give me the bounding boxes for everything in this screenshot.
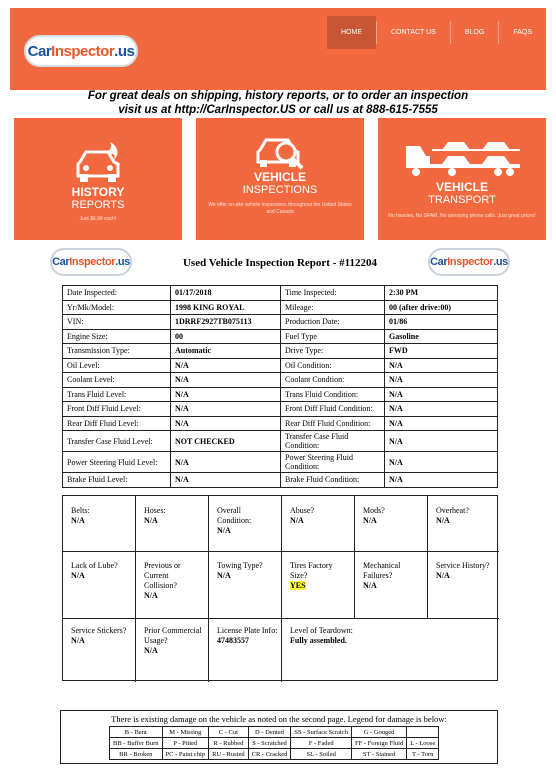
- table-row: Trans Fluid Level: N/A Trans Fluid Condition: N/A: [63, 387, 498, 402]
- table-row: Transfer Case Fluid Level: NOT CHECKED Transfer Case Fluid Condition: N/A: [63, 431, 498, 452]
- inspection-checklist-grid: [62, 495, 498, 681]
- vehicle-info-table: [62, 285, 498, 488]
- banner-title-2: TRANSPORT: [428, 194, 496, 206]
- highlighted-answer: YES: [290, 581, 306, 590]
- nav-faqs[interactable]: FAQS: [513, 29, 532, 36]
- table-row: Front Diff Fluid Level: N/A Front Diff Fluid Condition: N/A: [63, 402, 498, 417]
- table-row: Rear Diff Fluid Level: N/A Rear Diff Fluid Condition: N/A: [63, 416, 498, 431]
- report-title: Used Vehicle Inspection Report - #112204: [182, 257, 378, 269]
- check-hoses: Hoses: N/A: [144, 506, 166, 525]
- check-lack-of-lube: Lack of Lube? N/A: [71, 561, 118, 580]
- promo-line-1: For great deals on shipping, history reports, or to order an inspection: [87, 90, 469, 102]
- nav-home[interactable]: HOME: [327, 16, 376, 49]
- car-carrier-truck-icon: [402, 132, 524, 178]
- check-service-stickers: Service Stickers? N/A: [71, 626, 127, 645]
- banner-title-1: VEHICLE: [253, 170, 306, 184]
- table-row: Transmission Type: Automatic Drive Type: FWD: [63, 344, 498, 359]
- check-belts: Belts: N/A: [71, 506, 90, 525]
- table-row: BB - Buffer Burn P - Pitted R - Rubbed S - Scratched F - Faded FF - Foreign Fluid L - Loose: [110, 738, 439, 749]
- banner-subtitle: No hassles, No SPAM, No annoying phone calls. Just great prices!: [388, 213, 536, 219]
- banner-subtitle: We offer on-site vehicle inspections throughout the United States and Canada: [208, 202, 352, 215]
- banner-title-2: REPORTS: [71, 199, 125, 211]
- grid-divider: [208, 496, 209, 682]
- banner-subtitle: Just $6.99 each!: [79, 216, 117, 222]
- check-mods: Mods? N/A: [363, 506, 385, 525]
- grid-divider: [135, 496, 136, 682]
- legend-table: [109, 726, 439, 760]
- check-towing-type: Towing Type? N/A: [217, 561, 263, 580]
- magnifier-car-icon: [254, 130, 308, 174]
- table-row: Oil Level: N/A Oil Condition: N/A: [63, 358, 498, 373]
- table-row: Coolant Level: N/A Coolant Condtion: N/A: [63, 373, 498, 388]
- check-level-of-teardown: Level of Teardown: Fully assembled.: [290, 626, 353, 645]
- check-service-history: Service History? N/A: [436, 561, 490, 580]
- grid-divider: [354, 496, 355, 619]
- banner-title-1: VEHICLE: [435, 180, 488, 194]
- table-row: Yr/Mk/Model: 1998 KING ROYAL Mileage: 00 (after drive:00): [63, 300, 498, 315]
- burning-car-icon: [70, 138, 126, 188]
- grid-divider: [63, 551, 499, 552]
- table-row: BR - Broken PC - Paint chip RU - Rusted CR - Cracked SL - Soiled ST - Stained T - Torn: [110, 749, 439, 760]
- vehicle-inspections-banner[interactable]: [196, 118, 364, 240]
- promo-line-2[interactable]: visit us at http://CarInspector.US or call us at 888-615-7555: [118, 104, 438, 116]
- nav-blog[interactable]: BLOG: [464, 29, 485, 36]
- table-row: B - Bent M - Missing C - Cut D - Dented SS - Surface Scratch G - Gouged: [110, 727, 439, 738]
- check-overheat: Overheat? N/A: [436, 506, 469, 525]
- grid-divider: [281, 496, 282, 682]
- table-row: Date Inspected: 01/17/2018 Time Inspected: 2:30 PM: [63, 286, 498, 301]
- carinspector-logo[interactable]: Car Inspector .us: [24, 35, 138, 67]
- check-tires-factory-size: Tires Factory Size? YES: [290, 561, 333, 590]
- site-header: [10, 8, 546, 90]
- check-prior-commercial-usage: Prior Commercial Usage? N/A: [144, 626, 202, 655]
- damage-legend: [60, 710, 498, 764]
- report-logo-right: Car Inspector .us: [428, 248, 510, 276]
- table-row: Brake Fluid Level: N/A Brake Fluid Condition: N/A: [63, 473, 498, 488]
- check-overall-condition: Overall Condition: N/A: [217, 506, 252, 535]
- vehicle-transport-banner[interactable]: [378, 118, 546, 240]
- banner-title-2: INSPECTIONS: [242, 184, 318, 196]
- report-logo-left: Car Inspector .us: [50, 248, 132, 276]
- check-mechanical-failures: Mechanical Failures? N/A: [363, 561, 401, 590]
- table-row: VIN: 1DRRF2927TB075113 Production Date: 01/86: [63, 315, 498, 330]
- grid-divider: [63, 618, 499, 619]
- grid-divider: [427, 496, 428, 619]
- banner-title-1: HISTORY: [71, 185, 125, 199]
- table-row: Engine Size: 00 Fuel Type Gasoline: [63, 329, 498, 344]
- legend-caption: There is existing damage on the vehicle as noted on the second page. Legend for damage is below:: [111, 714, 447, 724]
- check-previous-collision: Previous or Current Collision? N/A: [144, 561, 181, 600]
- table-row: Power Steering Fluid Level: N/A Power Steering Fluid Condition: N/A: [63, 452, 498, 473]
- nav-contact-us[interactable]: CONTACT US: [391, 29, 436, 36]
- check-license-plate: License Plate Info: 47483557: [217, 626, 278, 645]
- history-reports-banner[interactable]: [14, 118, 182, 240]
- main-nav: [327, 16, 546, 49]
- check-abuse: Abuse? N/A: [290, 506, 314, 525]
